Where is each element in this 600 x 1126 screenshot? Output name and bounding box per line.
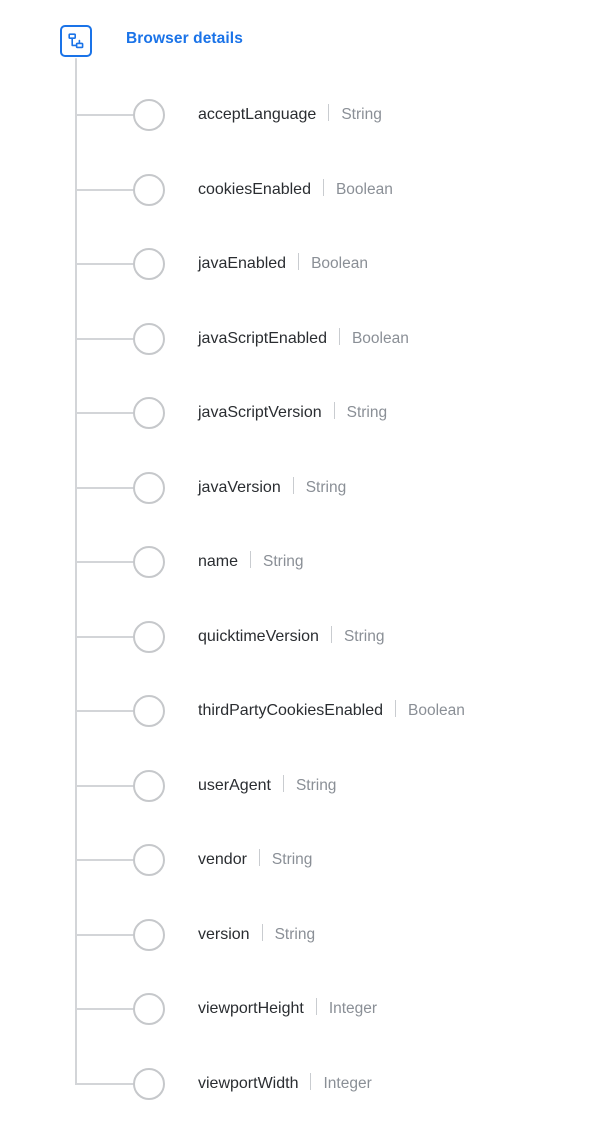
field-type: String <box>343 627 385 645</box>
tree-child-row[interactable] <box>0 153 600 228</box>
tree-node-circle-icon[interactable] <box>133 174 165 206</box>
tree-connector-line <box>75 189 135 191</box>
tree-child-row[interactable] <box>0 972 600 1047</box>
tree-child-row[interactable] <box>0 1047 600 1122</box>
tree-node-circle-icon[interactable] <box>133 472 165 504</box>
field-name: viewportWidth <box>198 1074 299 1092</box>
field-divider <box>250 551 251 568</box>
tree-child-text <box>198 624 384 646</box>
page-title: Browser details <box>126 30 243 47</box>
tree-child-row[interactable] <box>0 600 600 675</box>
field-name: thirdPartyCookiesEnabled <box>198 702 383 719</box>
field-type: String <box>295 776 337 794</box>
tree-child-row[interactable] <box>0 823 600 898</box>
field-name: javaScriptEnabled <box>198 329 327 347</box>
field-divider <box>310 1073 311 1090</box>
field-divider <box>328 104 329 121</box>
tree-child-text <box>198 475 346 497</box>
tree-child-text <box>198 102 382 124</box>
field-name: javaScriptVersion <box>198 404 322 421</box>
field-type: Boolean <box>408 702 465 719</box>
field-name: name <box>198 553 239 570</box>
tree-connector-line <box>75 114 135 116</box>
tree-child-row[interactable] <box>0 376 600 451</box>
field-divider <box>323 179 324 196</box>
field-type: Integer <box>323 1074 372 1092</box>
field-type: String <box>341 106 382 123</box>
field-name: vendor <box>198 851 247 868</box>
tree-child-row[interactable] <box>0 525 600 600</box>
tree-child-row[interactable] <box>0 674 600 749</box>
tree-connector-line <box>75 561 135 563</box>
field-name: acceptLanguage <box>198 106 317 123</box>
tree-connector-line <box>75 1008 135 1010</box>
field-type: String <box>271 851 313 868</box>
tree-connector-line <box>75 785 135 787</box>
tree-child-row[interactable] <box>0 898 600 973</box>
tree-child-row[interactable] <box>0 78 600 153</box>
tree-node-circle-icon[interactable] <box>133 695 165 727</box>
field-divider <box>262 924 263 941</box>
tree-child-text <box>198 326 409 348</box>
tree-connector-line <box>75 636 135 638</box>
field-name: javaEnabled <box>198 255 287 272</box>
tree-child-row[interactable] <box>0 451 600 526</box>
tree-node-circle-icon[interactable] <box>133 546 165 578</box>
field-name: cookiesEnabled <box>198 180 311 198</box>
tree-child-text <box>198 773 336 795</box>
field-name: javaVersion <box>198 478 281 496</box>
tree-node-circle-icon[interactable] <box>133 621 165 653</box>
tree-node-circle-icon[interactable] <box>133 248 165 280</box>
field-type: Boolean <box>335 180 393 198</box>
tree-child-text <box>198 177 393 199</box>
tree-connector-line <box>75 412 135 414</box>
tree-connector-line <box>75 338 135 340</box>
tree-child-row[interactable] <box>0 749 600 824</box>
tree-child-text <box>198 922 315 944</box>
field-type: Integer <box>328 1000 378 1017</box>
tree-child-text <box>198 847 312 869</box>
tree-connector-line <box>75 487 135 489</box>
field-type: Boolean <box>311 255 368 272</box>
field-divider <box>334 402 335 419</box>
tree-root-node[interactable] <box>0 0 600 82</box>
tree-connector-line <box>75 1083 135 1085</box>
tree-node-circle-icon[interactable] <box>133 323 165 355</box>
field-divider <box>293 477 294 494</box>
field-divider <box>298 253 299 270</box>
tree-node-circle-icon[interactable] <box>133 99 165 131</box>
tree-node-circle-icon[interactable] <box>133 844 165 876</box>
field-name: version <box>198 925 250 943</box>
field-name: quicktimeVersion <box>198 627 319 645</box>
field-type: String <box>263 553 304 570</box>
tree-child-text <box>198 251 368 273</box>
field-divider <box>259 849 260 866</box>
tree-node-circle-icon[interactable] <box>133 770 165 802</box>
field-divider <box>339 328 340 345</box>
tree-node-circle-icon[interactable] <box>133 397 165 429</box>
tree-node-circle-icon[interactable] <box>133 993 165 1025</box>
field-divider <box>316 998 317 1015</box>
tree-node-circle-icon[interactable] <box>133 919 165 951</box>
tree-child-text <box>198 1071 372 1093</box>
tree-connector-line <box>75 263 135 265</box>
tree-child-text <box>198 698 465 720</box>
tree-connector-line <box>75 710 135 712</box>
field-type: String <box>274 925 316 943</box>
field-type: String <box>346 404 388 421</box>
tree-child-row[interactable] <box>0 302 600 377</box>
field-divider <box>331 626 332 643</box>
field-divider <box>395 700 396 717</box>
tree-child-row[interactable] <box>0 227 600 302</box>
field-type: Boolean <box>351 329 409 347</box>
field-name: viewportHeight <box>198 1000 304 1017</box>
tree-child-text <box>198 996 377 1018</box>
tree-connector-line <box>75 934 135 936</box>
field-divider <box>283 775 284 792</box>
tree-node-circle-icon[interactable] <box>133 1068 165 1100</box>
schema-node-icon[interactable] <box>60 25 92 57</box>
field-type: String <box>305 478 347 496</box>
tree-child-text <box>198 400 387 422</box>
tree-child-text <box>198 549 304 571</box>
field-name: userAgent <box>198 776 271 794</box>
tree-connector-line <box>75 859 135 861</box>
